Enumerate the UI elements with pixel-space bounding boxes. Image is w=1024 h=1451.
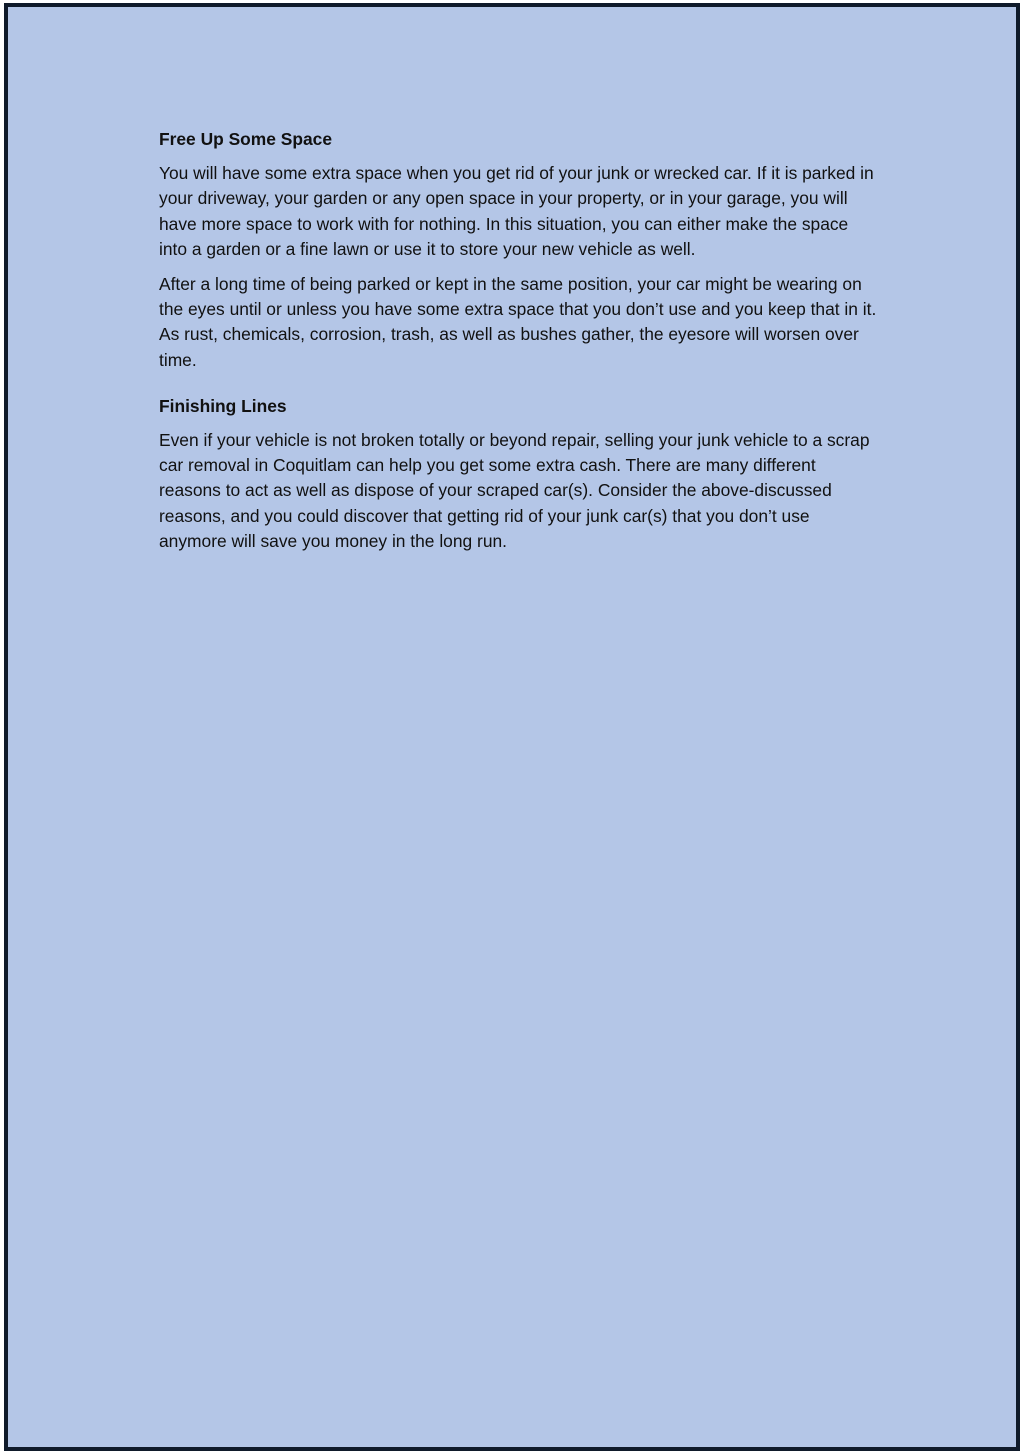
- section-heading-free-up-space: Free Up Some Space: [159, 129, 333, 149]
- paragraph-conclusion: Even if your vehicle is not broken totally or beyond repair, selling your junk vehicle to a scrap car removal in Coquitlam can help you get some extra cash. There are many different reasons to act as well as dispose of your scraped car(s). Consider the above-discussed reasons, and you could discover that getting rid of your junk car(s) that you don’t use anymore will save you money in the long run.: [159, 430, 870, 551]
- paragraph-extra-space: You will have some extra space when you get rid of your junk or wrecked car. If it is parked in your driveway, your garden or any open space in your property, or in your garage, you will have more space to work with for nothing. In this situation, you can either make the space into a garden or a fine lawn or use it to store your new vehicle as well.: [159, 163, 874, 259]
- paragraph-eyesore: After a long time of being parked or kept in the same position, your car might be wearing on the eyes until or unless you have some extra space that you don’t use and you keep that in it. As rust, chemicals, corrosion, trash, as well as bushes gather, the eyesore will worsen over time.: [159, 274, 877, 370]
- section-spacer: [159, 383, 879, 394]
- section-heading-finishing-lines: Finishing Lines: [159, 395, 287, 416]
- document-body: [159, 127, 879, 564]
- document-page: [4, 3, 1020, 1451]
